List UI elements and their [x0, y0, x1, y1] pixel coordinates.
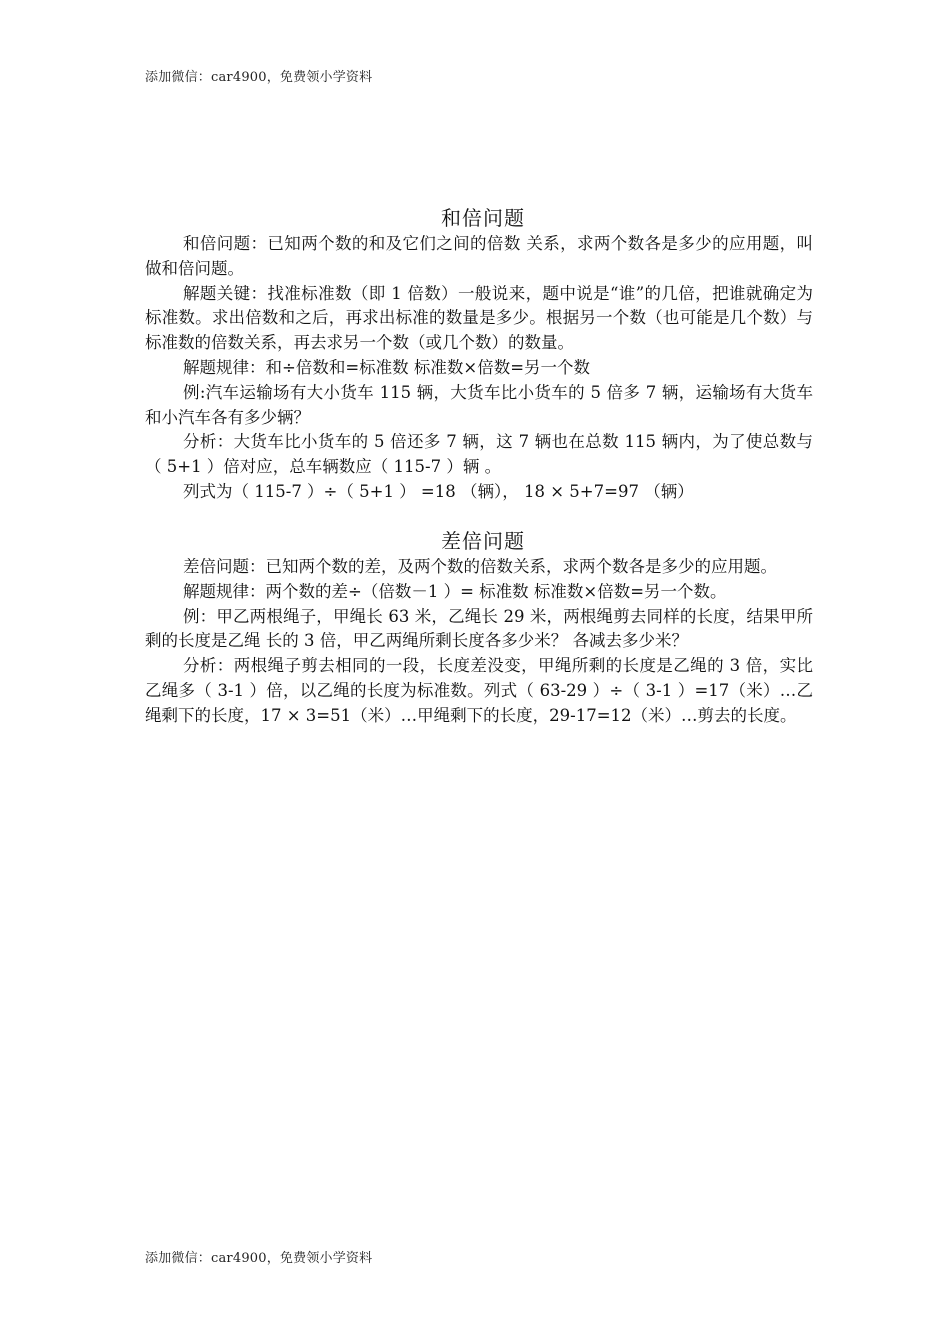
- example-paragraph: 例:汽车运输场有大小货车 115 辆，大货车比小货车的 5 倍多 7 辆，运输场有大货车和小汽车各有多少辆？: [145, 382, 813, 427]
- rule-paragraph: 解题规律：两个数的差÷（倍数－1 ）= 标准数 标准数×倍数=另一个数。: [183, 581, 727, 601]
- formula-paragraph: 列式为（ 115-7 ）÷（ 5+1 ） =18 （辆）， 18 × 5+7=97 （辆）: [183, 481, 694, 501]
- definition-paragraph: 和倍问题：已知两个数的和及它们之间的倍数 关系，求两个数各是多少的应用题，叫做和倍问题。: [145, 234, 813, 278]
- page-footer-note: 添加微信：car4900，免费领小学资料: [145, 1251, 373, 1266]
- example-paragraph: 例：甲乙两根绳子，甲绳长 63 米，乙绳长 29 米，两根绳剪去同样的长度，结果甲所剩的长度是乙绳 长的 3 倍，甲乙两绳所剩长度各多少米？ 各减去多少米？: [145, 606, 813, 651]
- analysis-paragraph: 分析：大货车比小货车的 5 倍还多 7 辆，这 7 辆也在总数 115 辆内，为了使总数与（ 5+1 ）倍对应，总车辆数应（ 115-7 ）辆 。: [145, 432, 813, 477]
- analysis-paragraph: 分析：两根绳子剪去相同的一段，长度差没变，甲绳所剩的长度是乙绳的 3 倍，实比乙绳多（ 3-1 ）倍，以乙绳的长度为标准数。列式（ 63-29 ）÷（ 3-1 ）=17（米）…乙绳剩下的长度，17 × 3=51（米）…甲绳剩下的长度，29-17=12（米）…剪去的长度。: [145, 656, 813, 725]
- section-difference-multiple: [145, 527, 813, 729]
- page-header-note: 添加微信：car4900，免费领小学资料: [145, 70, 373, 85]
- rule-paragraph: 解题规律：和÷倍数和=标准数 标准数×倍数=另一个数: [183, 357, 591, 377]
- definition-paragraph: 差倍问题：已知两个数的差，及两个数的倍数关系，求两个数各是多少的应用题。: [183, 557, 777, 576]
- key-point-paragraph: 解题关键：找准标准数（即 1 倍数）一般说来，题中说是“谁”的几倍，把谁就确定为标准数。求出倍数和之后，再求出标准的数量是多少。根据另一个数（也可能是几个数）与标准数的倍数关系，再去求另一个数（或几个数）的数量。: [145, 283, 813, 353]
- section-title: 差倍问题: [441, 529, 525, 553]
- section-sum-multiple: [145, 204, 813, 505]
- section-title: 和倍问题: [441, 206, 525, 230]
